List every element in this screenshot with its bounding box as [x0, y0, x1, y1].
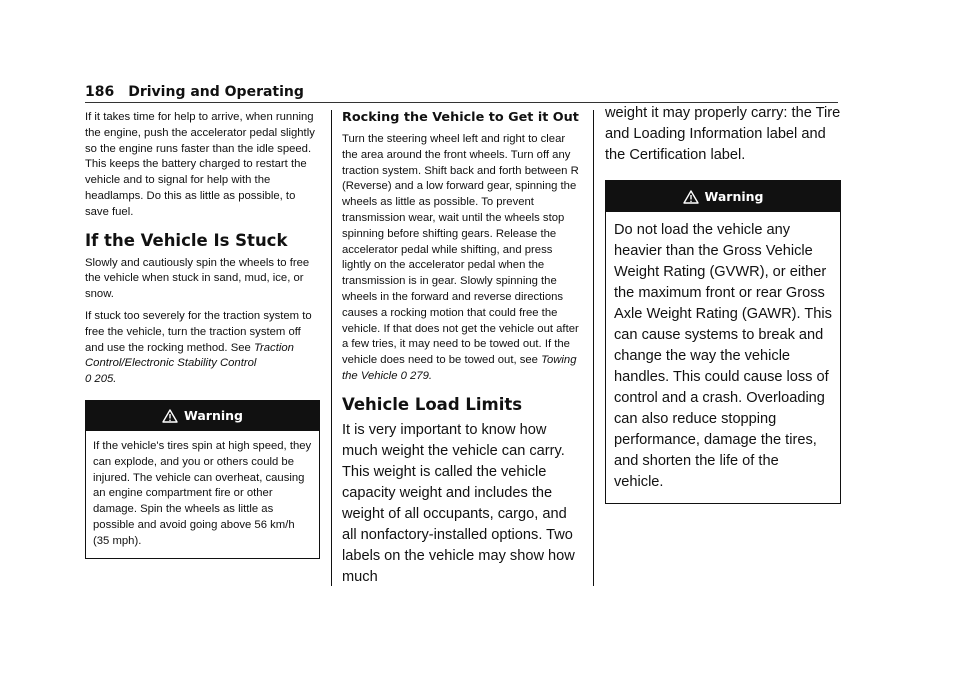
load-limits-paragraph: It is very important to know how much weight the vehicle can carry. This weight is called the vehicle capacity weight and includes the weight of all occupants, cargo, and all nonfactory-installed options. Two labels on the vehicle may show how much	[342, 421, 575, 585]
stuck-paragraph-2-text: If stuck too severely for the traction system to free the vehicle, turn the traction system off and use the rocking method. See	[85, 309, 312, 354]
page-number: 186	[85, 84, 115, 100]
warning-title: Warning	[184, 408, 243, 424]
warning-box-tires	[85, 400, 320, 559]
intro-paragraph: If it takes time for help to arrive, when running the engine, push the accelerator pedal slightly so the engine runs faster than the idle speed. This keeps the battery charged to restart the vehicle and to signal for help with the headlamps. Do this as little as possible, to save fuel.	[85, 111, 315, 218]
warning-title: Warning	[704, 189, 764, 204]
subheading-rocking: Rocking the Vehicle to Get it Out	[342, 110, 579, 125]
rocking-paragraph-text: Turn the steering wheel left and right to clear the area around the front wheels. Turn off any traction system. Shift back and forth between R (Reverse) and a low forward gear, spinning the wheels as little as possible. To prevent transmission wear, wait until the wheels stop spinning before shifting gears. Release the accelerator pedal while shifting, and press lightly on the accelerator pedal when the transmission is in gear. Slowly spinning the wheels in the forward and reverse directions causes a rocking motion that could free the vehicle. If that does not get the vehicle out after a few tries, it may need to be towed out. If the vehicle does need to be towed out, see	[342, 133, 579, 367]
section-heading-load-limits: Vehicle Load Limits	[342, 394, 523, 414]
stuck-paragraph-2	[85, 309, 320, 388]
warning-header	[86, 401, 319, 431]
column-right	[605, 105, 841, 504]
page-header	[85, 84, 838, 103]
traction-control-page-ref[interactable]: 0 205.	[85, 373, 117, 386]
rocking-paragraph	[342, 132, 582, 385]
warning-triangle-icon	[683, 190, 699, 204]
load-limits-continued: weight it may properly carry: the Tire and Loading Information label and the Certification label.	[605, 105, 841, 163]
traction-control-link[interactable]: Traction Control/Electronic Stability Control	[85, 341, 294, 370]
column-divider	[331, 110, 332, 586]
towing-link[interactable]: Towing the Vehicle	[342, 354, 577, 382]
warning-triangle-icon	[162, 409, 178, 423]
section-heading-stuck: If the Vehicle Is Stuck	[85, 230, 288, 250]
column-left	[85, 110, 320, 559]
section-title: Driving and Operating	[128, 84, 304, 100]
column-middle	[342, 110, 582, 588]
column-divider	[593, 110, 594, 586]
warning-box-overload	[605, 180, 841, 504]
warning-header	[606, 181, 840, 212]
towing-page-ref[interactable]: 0 279.	[400, 369, 433, 382]
stuck-paragraph-1: Slowly and cautiously spin the wheels to free the vehicle when stuck in sand, mud, ice, or snow.	[85, 256, 310, 301]
warning-text: Do not load the vehicle any heavier than the Gross Vehicle Weight Rating (GVWR), or either the maximum front or rear Gross Axle Weight Rating (GAWR). This can cause systems to break and change the way the vehicle handles. This could cause loss of control and a crash. Overloading can also reduce stopping performance, damage the tires, and shorten the life of the vehicle.	[614, 222, 832, 490]
warning-text: If the vehicle's tires spin at high speed, they can explode, and you or others could be injured. The vehicle can overheat, causing an engine compartment fire or other damage. Spin the wheels as little as possible and avoid going above 56 km/h (35 mph).	[93, 439, 312, 547]
